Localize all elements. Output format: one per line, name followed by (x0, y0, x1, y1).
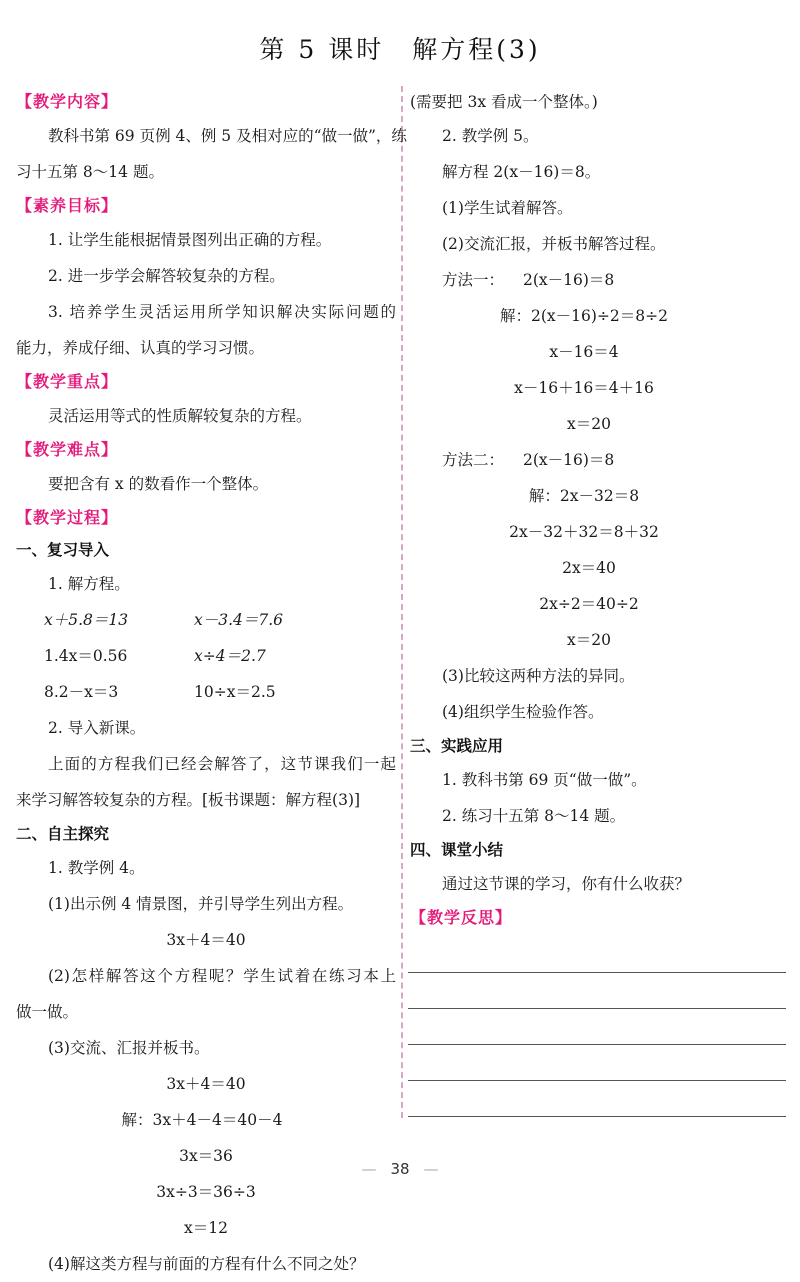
example5-step-1: (1)学生试着解答。 (442, 199, 573, 217)
solution-line: 3x＝36 (179, 1147, 233, 1165)
note-text: (需要把 3x 看成一个整体。) (410, 93, 598, 111)
equation-row (16, 674, 396, 710)
explore-step-3: (3)交流、汇报并板书。 (48, 1039, 210, 1057)
method2-equation: 2(x－16)＝8 (522, 451, 615, 469)
method2-label: 方法二： (442, 451, 505, 469)
page-title: 第 5 课时 解方程(3) (259, 35, 541, 64)
method2-step: x＝20 (567, 631, 611, 649)
equation: 1.4x＝0.56 (44, 647, 128, 665)
goal-2: 2. 进一步学会解答较复杂的方程。 (48, 267, 285, 285)
method1-step: x－16＝4 (549, 343, 619, 361)
reflection-writing-line[interactable] (408, 1008, 786, 1009)
equation: x＋5.8＝13 (44, 611, 129, 629)
example5-step-2: (2)交流汇报，并板书解答过程。 (442, 235, 666, 253)
difficulty-text: 要把含有 x 的数看作一个整体。 (48, 475, 269, 493)
goals-tag: 【素养目标】 (16, 196, 119, 215)
example5-title: 2. 教学例 5。 (442, 127, 539, 145)
explore-step-1: (1)出示例 4 情景图，并引导学生列出方程。 (48, 895, 354, 913)
summary-text: 通过这节课的学习，你有什么收获？ (442, 875, 691, 893)
explore-equation: 3x＋4＝40 (166, 931, 246, 949)
reflection-writing-line[interactable] (408, 1116, 786, 1117)
method1-label: 方法一： (442, 271, 505, 289)
page-number: 38 (390, 1160, 410, 1178)
section-summary-title: 四、课堂小结 (410, 841, 504, 859)
reflection-writing-line[interactable] (408, 972, 786, 973)
method2-step: 解：2x－32＝8 (528, 487, 640, 505)
explore-step-2-cont: 做一做。 (16, 1003, 79, 1021)
method1-step: x＝20 (567, 415, 611, 433)
review-text-2: 来学习解答较复杂的方程。[板书课题：解方程(3)] (16, 791, 361, 809)
solution-line: 解：3x＋4－4＝40－4 (121, 1111, 283, 1129)
teaching-content-tag: 【教学内容】 (16, 92, 119, 111)
key-point-text: 灵活运用等式的性质解较复杂的方程。 (48, 407, 312, 425)
column-divider (401, 86, 403, 1118)
teaching-content-line-2: 习十五第 8～14 题。 (16, 163, 164, 181)
method2-row (410, 442, 788, 478)
goal-3-cont: 能力，养成仔细、认真的学习习惯。 (16, 339, 265, 357)
key-point-tag: 【教学重点】 (16, 372, 119, 391)
example5-problem: 解方程 2(x－16)＝8。 (442, 163, 601, 181)
review-item-1: 1. 解方程。 (48, 575, 130, 593)
equation: x－3.4＝7.6 (194, 611, 284, 629)
teaching-content-line-1: 教科书第 69 页例 4、例 5 及相对应的“做一做”，练 (48, 127, 407, 145)
reflection-writing-line[interactable] (408, 1044, 786, 1045)
method1-equation: 2(x－16)＝8 (522, 271, 615, 289)
right-column (410, 86, 788, 934)
review-item-2: 2. 导入新课。 (48, 719, 146, 737)
page-footer (0, 1160, 800, 1178)
explore-item-1: 1. 教学例 4。 (48, 859, 145, 877)
section-explore-title: 二、自主探究 (16, 825, 110, 843)
method2-step: 2x÷2＝40÷2 (539, 595, 639, 613)
equation-row (16, 602, 396, 638)
explore-step-4: (4)解这类方程与前面的方程有什么不同之处？ (48, 1255, 365, 1273)
section-review-title: 一、复习导入 (16, 541, 110, 559)
footer-dash-right: — (423, 1160, 439, 1178)
review-text-1: 上面的方程我们已经会解答了，这节课我们一起 (48, 755, 396, 773)
section-practice-title: 三、实践应用 (410, 737, 504, 755)
process-tag: 【教学过程】 (16, 508, 119, 527)
method1-row (410, 262, 788, 298)
equation: 10÷x＝2.5 (194, 683, 276, 701)
method1-step: 解：2(x－16)÷2＝8÷2 (500, 307, 668, 325)
example5-step-4: (4)组织学生检验作答。 (442, 703, 604, 721)
method2-step: 2x＝40 (562, 559, 616, 577)
example5-step-3: (3)比较这两种方法的异同。 (442, 667, 635, 685)
difficulty-tag: 【教学难点】 (16, 440, 119, 459)
practice-item-2: 2. 练习十五第 8～14 题。 (442, 807, 626, 825)
reflection-tag: 【教学反思】 (410, 908, 513, 927)
equation: 8.2－x＝3 (44, 683, 119, 701)
solution-line: x＝12 (184, 1219, 228, 1237)
goal-1: 1. 让学生能根据情景图列出正确的方程。 (48, 231, 332, 249)
equation: x÷4＝2.7 (194, 647, 266, 665)
footer-dash-left: — (361, 1160, 377, 1178)
solution-line: 3x÷3＝36÷3 (156, 1183, 256, 1201)
explore-step-2: (2)怎样解答这个方程呢？学生试着在练习本上 (48, 967, 396, 985)
method2-step: 2x－32＋32＝8＋32 (509, 523, 659, 541)
equation-row (16, 638, 396, 674)
solution-line: 3x＋4＝40 (166, 1075, 246, 1093)
reflection-writing-line[interactable] (408, 1080, 786, 1081)
goal-3: 3. 培养学生灵活运用所学知识解决实际问题的 (48, 303, 396, 321)
method1-step: x－16＋16＝4＋16 (514, 379, 654, 397)
practice-item-1: 1. 教科书第 69 页“做一做”。 (442, 771, 647, 789)
